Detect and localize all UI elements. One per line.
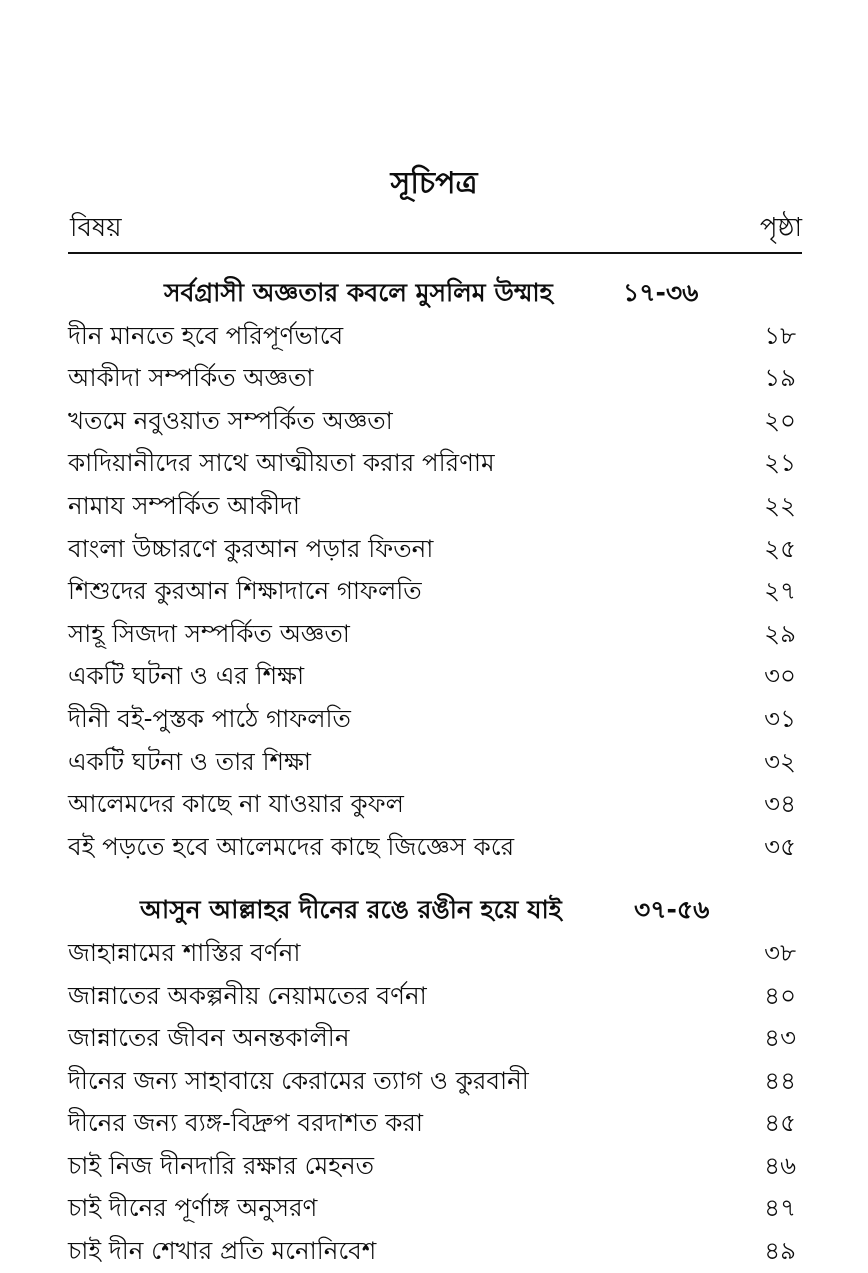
- entry-page-number: ৩৮: [764, 937, 796, 967]
- section-heading: [68, 272, 802, 315]
- section-title: সর্বগ্রাসী অজ্ঞতার কবলে মুসলিম উম্মাহ: [164, 278, 553, 307]
- entry-label: জান্নাতের অকল্পনীয় নেয়ামতের বর্ণনা: [68, 980, 427, 1010]
- entry-label: শিশুদের কুরআন শিক্ষাদানে গাফলতি: [68, 576, 422, 606]
- entry-page-number: ৪৪: [764, 1065, 796, 1095]
- section-heading: [68, 889, 802, 932]
- entry-label: বাংলা উচ্চারণে কুরআন পড়ার ফিতনা: [68, 533, 434, 563]
- column-header-topic: বিষয়: [70, 213, 122, 243]
- column-header-page: পৃষ্ঠা: [759, 213, 802, 243]
- toc-entry[interactable]: [68, 1230, 802, 1273]
- entry-label: আকীদা সম্পর্কিত অজ্ঞতা: [68, 363, 314, 393]
- entry-label: একটি ঘটনা ও তার শিক্ষা: [68, 746, 311, 776]
- entry-page-number: ২০: [764, 405, 796, 435]
- toc-entry[interactable]: [68, 442, 802, 485]
- entry-label: নামায সম্পর্কিত আকীদা: [68, 490, 300, 520]
- entry-page-number: ৪৯: [764, 1236, 796, 1266]
- entry-page-number: ৩৫: [764, 831, 796, 861]
- section-page-range: ৩৭-৫৬: [634, 895, 710, 925]
- entry-page-number: ১৯: [764, 363, 796, 393]
- entry-page-number: ২২: [764, 490, 796, 520]
- entry-page-number: ৪৩: [764, 1023, 796, 1053]
- toc-entry[interactable]: [68, 1060, 802, 1103]
- entry-page-number: ৩২: [764, 746, 796, 776]
- toc-entry[interactable]: [68, 400, 802, 443]
- entry-label: চাই দীনের পূর্ণাঙ্গ অনুসরণ: [68, 1193, 318, 1223]
- entry-label: বই পড়তে হবে আলেমদের কাছে জিজ্ঞেস করে: [68, 831, 515, 861]
- toc-entry[interactable]: [68, 783, 802, 826]
- section-page-range: ১৭-৩৬: [623, 278, 699, 307]
- page-title: সূচিপত্র: [390, 166, 478, 201]
- toc-entry[interactable]: [68, 698, 802, 741]
- toc-entry[interactable]: [68, 741, 802, 784]
- toc-entry[interactable]: [68, 570, 802, 613]
- entry-page-number: ৪৭: [764, 1193, 796, 1223]
- toc-entry[interactable]: [68, 655, 802, 698]
- toc-entry[interactable]: [68, 315, 802, 358]
- header-divider: [68, 252, 802, 254]
- toc-entry[interactable]: [68, 357, 802, 400]
- toc-entry[interactable]: [68, 932, 802, 975]
- entry-label: জান্নাতের জীবন অনন্তকালীন: [68, 1023, 350, 1053]
- toc-entry[interactable]: [68, 826, 802, 869]
- toc-entry[interactable]: [68, 1145, 802, 1188]
- entry-label: চাই দীন শেখার প্রতি মনোনিবেশ: [68, 1236, 377, 1266]
- toc-entry[interactable]: [68, 975, 802, 1018]
- entry-label: দীনের জন্য সাহাবায়ে কেরামের ত্যাগ ও কুরবানী: [68, 1065, 529, 1095]
- toc-entry[interactable]: [68, 1187, 802, 1230]
- toc-entry[interactable]: [68, 485, 802, 528]
- entry-page-number: ৪০: [764, 980, 796, 1010]
- entry-label: কাদিয়ানীদের সাথে আত্মীয়তা করার পরিণাম: [68, 448, 495, 478]
- entry-page-number: ২৯: [764, 618, 796, 648]
- entry-label: আলেমদের কাছে না যাওয়ার কুফল: [68, 789, 404, 819]
- entry-label: খতমে নবুওয়াত সম্পর্কিত অজ্ঞতা: [68, 405, 393, 435]
- entry-page-number: ১৮: [764, 320, 796, 350]
- entry-label: চাই নিজ দীনদারি রক্ষার মেহনত: [68, 1150, 375, 1180]
- section-title: আসুন আল্লাহর দীনের রঙে রঙীন হয়ে যাই: [140, 895, 562, 925]
- entry-page-number: ৪৬: [764, 1150, 796, 1180]
- entry-page-number: ৩১: [764, 703, 796, 733]
- entry-page-number: ৪৫: [764, 1108, 796, 1138]
- toc-entry[interactable]: [68, 528, 802, 571]
- entry-page-number: ২৫: [764, 533, 796, 563]
- section-spacer: [68, 868, 802, 889]
- entry-label: দীনী বই-পুস্তক পাঠে গাফলতি: [68, 703, 351, 733]
- entry-page-number: ৩০: [764, 661, 796, 691]
- toc-entry[interactable]: [68, 1017, 802, 1060]
- entry-label: একটি ঘটনা ও এর শিক্ষা: [68, 661, 305, 691]
- entry-page-number: ৩৪: [764, 789, 796, 819]
- entry-page-number: ২৭: [764, 576, 796, 606]
- entry-page-number: ২১: [764, 448, 796, 478]
- entry-label: সাহূ সিজদা সম্পর্কিত অজ্ঞতা: [68, 618, 350, 648]
- toc-entry[interactable]: [68, 1102, 802, 1145]
- entry-label: দীন মানতে হবে পরিপূর্ণভাবে: [68, 320, 344, 350]
- entry-label: দীনের জন্য ব্যঙ্গ-বিদ্রুপ বরদাশত করা: [68, 1108, 423, 1138]
- toc-entries: [68, 272, 802, 1273]
- entry-label: জাহান্নামের শাস্তির বর্ণনা: [68, 937, 301, 967]
- toc-entry[interactable]: [68, 613, 802, 656]
